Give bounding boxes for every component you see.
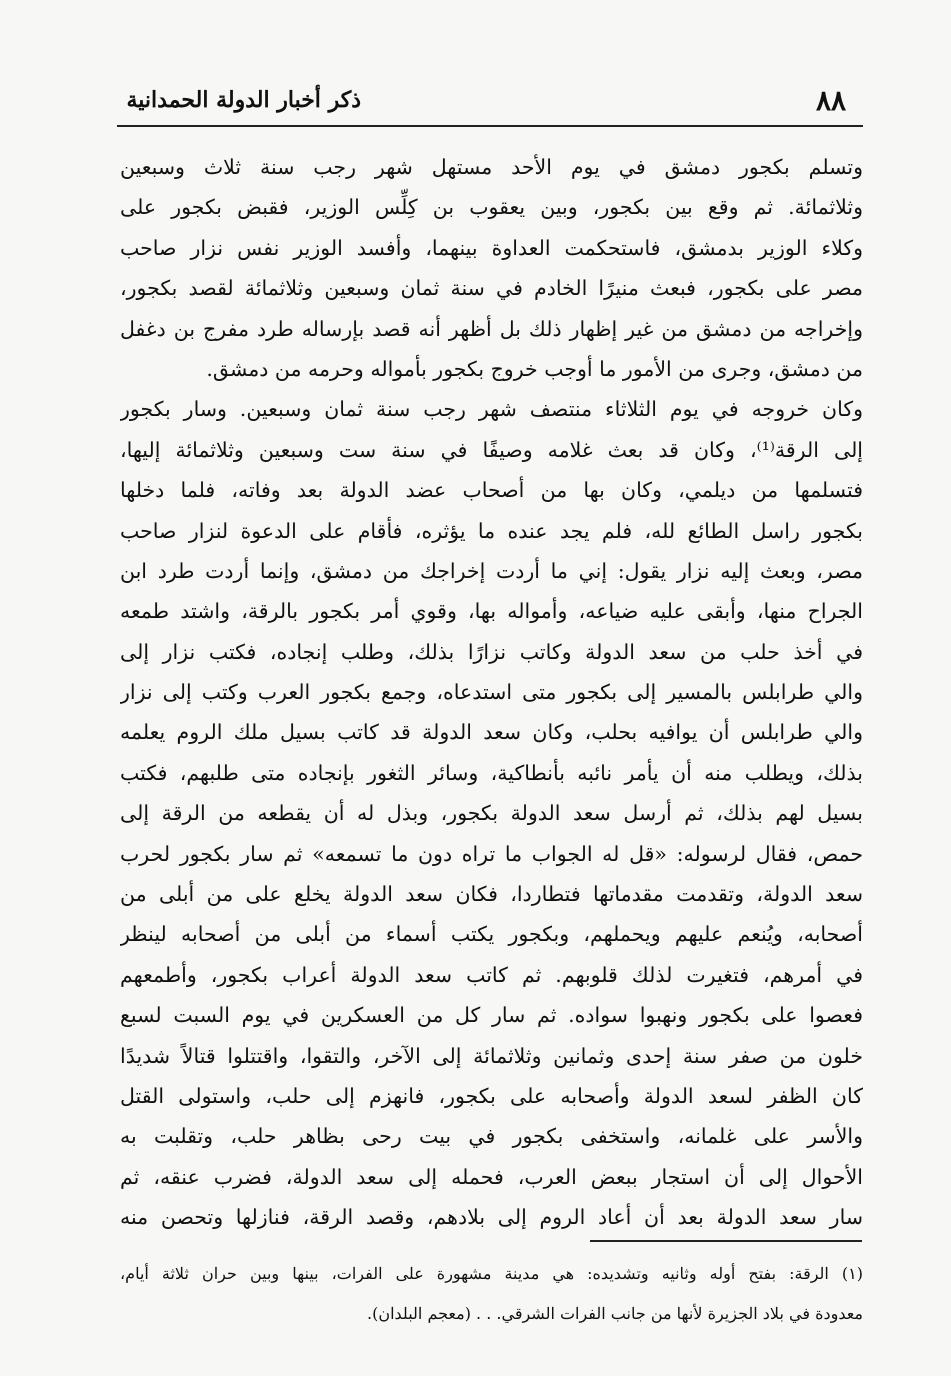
- body-line: وإخراجه من دمشق من غير إظهار ذلك بل أظهر أنه قصد بإرساله طرد مفرج بن دغفل: [120, 316, 863, 341]
- running-title: ذكر أخبار الدولة الحمدانية: [126, 87, 361, 113]
- body-line: فعصوا على بكجور ونهبوا سواده. ثم سار كل من العسكرين في يوم السبت لسبع: [120, 1003, 863, 1028]
- body-line: من دمشق، وجرى من الأمور ما أوجب خروج بكجور بأمواله وحرمه من دمشق.: [206, 356, 863, 381]
- body-line: بكجور راسل الطائع لله، فلم يجد عنده ما يؤثره، فأقام على الدعوة لنزار صاحب: [120, 518, 863, 543]
- body-line: مصر على بكجور، فبعث منيرًا الخادم في سنة ثمان وسبعين وثلاثمائة لقصد بكجور،: [120, 276, 863, 301]
- body-line: فتسلمها من ديلمي، وكان بها من أصحاب عضد الدولة بعد وفاته، فلما دخلها: [120, 478, 863, 503]
- body-line: إلى الرقة⁽¹⁾، وكان قد بعث غلامه وصيفًا في سنة ست وسبعين وثلاثمائة إليها،: [120, 437, 863, 462]
- body-line: والي طرابلس بالمسير إلى بكجور متى استدعاه، وجمع بكجور العرب وكتب إلى نزار: [120, 680, 863, 705]
- footnote-line: معدودة في بلاد الجزيرة لأنها من جانب الفرات الشرقي. . . (معجم البلدان).: [367, 1304, 863, 1323]
- body-line: في أخذ حلب من سعد الدولة وكاتب نزارًا بذلك، وطلب إنجاده، فكتب نزار إلى: [120, 639, 863, 664]
- body-line: والي طرابلس أن يوافيه بحلب، وكان سعد الدولة قد كاتب بسيل ملك الروم يعلمه: [120, 720, 863, 745]
- body-line: سار سعد الدولة بعد أن أعاد الروم إلى بلادهم، وقصد الرقة، فنازلها وتحصن منه: [120, 1205, 863, 1230]
- body-line: في أمرهم، فتغيرت لذلك قلوبهم. ثم كاتب سعد الدولة أعراب بكجور، وأطمعهم: [120, 962, 863, 987]
- body-text: [120, 147, 863, 1238]
- header-rule: [117, 125, 863, 127]
- footnote-rule: [590, 1240, 862, 1242]
- body-line: والأسر على غلمانه، واستخفى بكجور في بيت رحى بظاهر حلب، وتقلبت به: [120, 1124, 863, 1149]
- body-line: أصحابه، ويُنعم عليهم ويحملهم، وبكجور يكتب أسماء من أبلى من أصحابه لينظر: [120, 922, 863, 947]
- body-line: وتسلم بكجور دمشق في يوم الأحد مستهل شهر رجب سنة ثلاث وسبعين: [120, 155, 863, 179]
- body-line: وكان خروجه في يوم الثلاثاء منتصف شهر رجب سنة ثمان وسبعين. وسار بكجور: [120, 397, 863, 422]
- body-line: بذلك، ويطلب منه أن يأمر نائبه بأنطاكية، وسائر الثغور بإنجاده متى طلبهم، فكتب: [120, 760, 863, 785]
- body-line: سعد الدولة، وتقدمت مقدماتها فتطاردا، فكان سعد الدولة يخلع على من أبلى من: [120, 882, 863, 907]
- body-line: خلون من صفر سنة إحدى وثمانين وثلاثمائة إلى الآخر، والتقوا، واقتتلوا قتالاً شديدًا: [120, 1043, 863, 1068]
- page-number: ٨٨: [816, 84, 847, 117]
- body-line: حمص، فقال لرسوله: «قل له الجواب ما تراه دون ما تسمعه» ثم سار بكجور لحرب: [120, 841, 863, 866]
- body-line: بسيل لهم بذلك، ثم أرسل سعد الدولة بكجور، وبذل له أن يقطعه من الرقة إلى: [120, 801, 863, 826]
- body-line: مصر، وبعث إليه نزار يقول: إني ما أردت إخراجك من دمشق، وإنما أردت طرد ابن: [120, 558, 863, 583]
- body-line: وكلاء الوزير بدمشق، فاستحكمت العداوة بينهما، وأفسد الوزير نفس نزار صاحب: [120, 235, 863, 260]
- footnotes: [120, 1254, 863, 1334]
- footnote-line: (١) الرقة: بفتح أوله وثانيه وتشديده: هي مدينة مشهورة على الفرات، بينها وبين حران ثلاثة أيام،: [120, 1264, 863, 1283]
- body-line: الأحوال إلى أن استجار ببعض العرب، فحمله إلى سعد الدولة، فضرب عنقه، ثم: [120, 1164, 863, 1189]
- body-line: وثلاثمائة. ثم وقع بين بكجور، وبين يعقوب بن كِلِّس الوزير، فقبض بكجور على: [120, 195, 863, 220]
- body-line: كان الظفر لسعد الدولة وأصحابه على بكجور، فانهزم إلى حلب، واستولى القتل: [120, 1083, 863, 1108]
- body-line: الجراح منها، وأبقى عليه ضياعه، وأمواله بها، وقوي أمر بكجور بالرقة، واشتد طمعه: [120, 599, 863, 624]
